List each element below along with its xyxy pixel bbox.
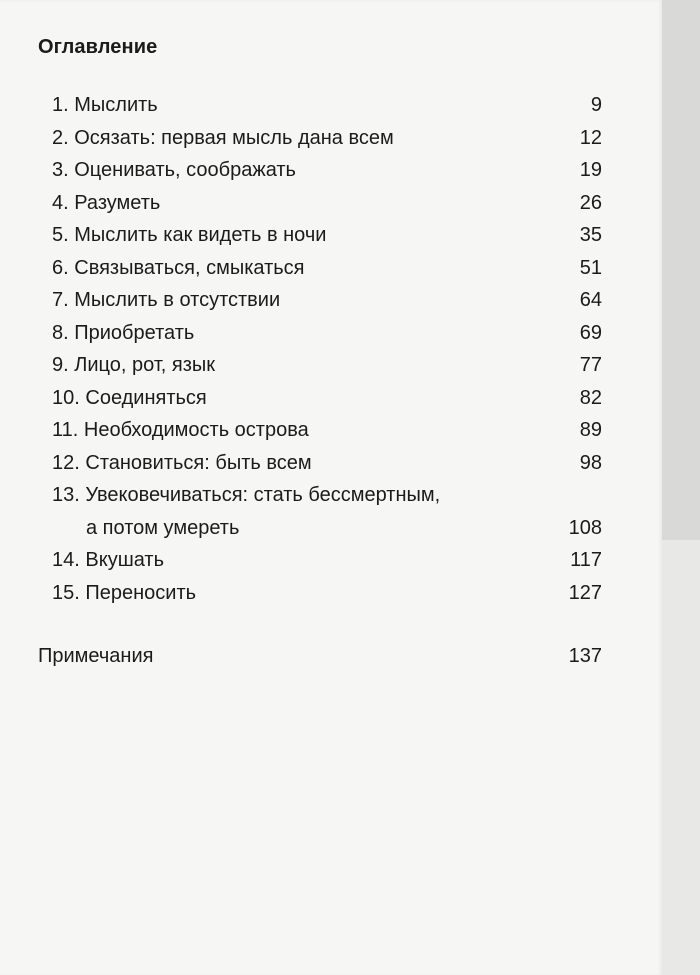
toc-entry <box>38 154 602 187</box>
toc-entry <box>38 349 602 382</box>
toc-entry-text <box>52 154 552 187</box>
toc-entry-page: 98 <box>579 451 602 474</box>
toc-entry-text <box>52 122 552 155</box>
toc-entry <box>38 382 602 415</box>
toc-entry-page: 108 <box>568 516 602 539</box>
toc-entry-title: Мыслить как видеть в ночи <box>74 224 327 246</box>
toc-entry-title: Мыслить в отсутствии <box>74 289 281 311</box>
toc-entry <box>38 317 602 350</box>
toc-entry-text <box>52 284 552 317</box>
toc-entry-number: 15. <box>52 581 80 604</box>
toc-entry-page: 69 <box>579 321 602 344</box>
toc-entry-text <box>52 317 552 350</box>
toc-entry-number: 8. <box>52 321 69 344</box>
toc-entry-number: 11. <box>52 419 79 441</box>
toc-entry-text <box>52 414 552 447</box>
toc-entry <box>38 479 602 544</box>
toc-entry-title: Необходимость острова <box>83 419 309 441</box>
toc-entry <box>38 89 602 122</box>
toc-entry-text <box>52 219 552 252</box>
toc-list <box>38 89 602 609</box>
toc-notes-title: Примечания <box>38 645 154 667</box>
toc-notes-entry <box>38 640 602 673</box>
table-of-contents <box>38 34 602 673</box>
toc-entry-page: 117 <box>570 549 602 571</box>
toc-entry <box>38 544 602 577</box>
toc-entry-text <box>52 187 552 220</box>
toc-entry-page: 89 <box>579 419 602 441</box>
toc-entry-number: 9. <box>52 354 69 376</box>
toc-entry-page: 82 <box>579 386 602 409</box>
toc-entry-title-continuation: а потом умереть <box>86 516 240 539</box>
toc-entry <box>38 122 602 155</box>
toc-entry-title: Разуметь <box>74 191 161 214</box>
toc-entry-title: Увековечиваться: стать бессмертным, <box>85 484 441 506</box>
toc-entry <box>38 252 602 285</box>
toc-entry <box>38 414 602 447</box>
toc-entry-number: 2. <box>52 126 69 149</box>
toc-entry-title: Связываться, смыкаться <box>74 256 305 279</box>
toc-entry-text <box>52 479 552 544</box>
toc-entry-text <box>52 252 552 285</box>
toc-entry-page: 12 <box>579 126 602 149</box>
toc-entry <box>38 284 602 317</box>
next-page-edge <box>662 540 700 975</box>
toc-entry-text <box>52 382 552 415</box>
toc-heading: Оглавление <box>38 36 158 58</box>
toc-entry-page: 64 <box>579 289 602 311</box>
toc-entry-number: 12. <box>52 451 80 474</box>
toc-entry-text <box>52 349 552 382</box>
toc-entry-title: Мыслить <box>74 94 158 116</box>
toc-entry-title: Становиться: быть всем <box>85 451 312 474</box>
toc-entry-title: Оценивать, соображать <box>74 159 296 181</box>
toc-entry-title: Приобретать <box>74 321 195 344</box>
toc-entry-number: 1. <box>52 94 69 116</box>
toc-entry-text <box>52 447 552 480</box>
toc-entry-page: 35 <box>579 224 602 246</box>
toc-entry-number: 6. <box>52 256 69 279</box>
toc-entry-title: Осязать: первая мысль дана всем <box>74 126 394 149</box>
toc-entry-page: 19 <box>579 159 602 181</box>
toc-entry-text <box>52 89 552 122</box>
toc-entry-number: 3. <box>52 159 69 181</box>
toc-entry-number: 7. <box>52 289 69 311</box>
toc-entry-page: 77 <box>579 354 602 376</box>
toc-entry-line <box>52 479 552 512</box>
toc-entry <box>38 219 602 252</box>
toc-entry-number: 10. <box>52 386 80 409</box>
toc-entry <box>38 577 602 610</box>
toc-entry-title: Вкушать <box>85 549 164 571</box>
toc-entry <box>38 187 602 220</box>
toc-entry-number: 5. <box>52 224 69 246</box>
toc-entry-page: 51 <box>579 256 602 279</box>
toc-entry-page: 9 <box>590 94 602 116</box>
toc-entry-title: Переносить <box>85 581 197 604</box>
toc-entry-title: Лицо, рот, язык <box>74 354 216 376</box>
toc-entry-page: 26 <box>579 191 602 214</box>
toc-entry-number: 13. <box>52 484 80 506</box>
toc-entry-title: Соединяться <box>85 386 207 409</box>
toc-entry-number: 14. <box>52 549 80 571</box>
toc-entry-number: 4. <box>52 191 69 214</box>
toc-entry-text <box>52 577 552 610</box>
toc-entry <box>38 447 602 480</box>
toc-notes-page: 137 <box>568 645 602 667</box>
toc-entry-page: 127 <box>568 581 602 604</box>
toc-entry-text <box>52 544 552 577</box>
